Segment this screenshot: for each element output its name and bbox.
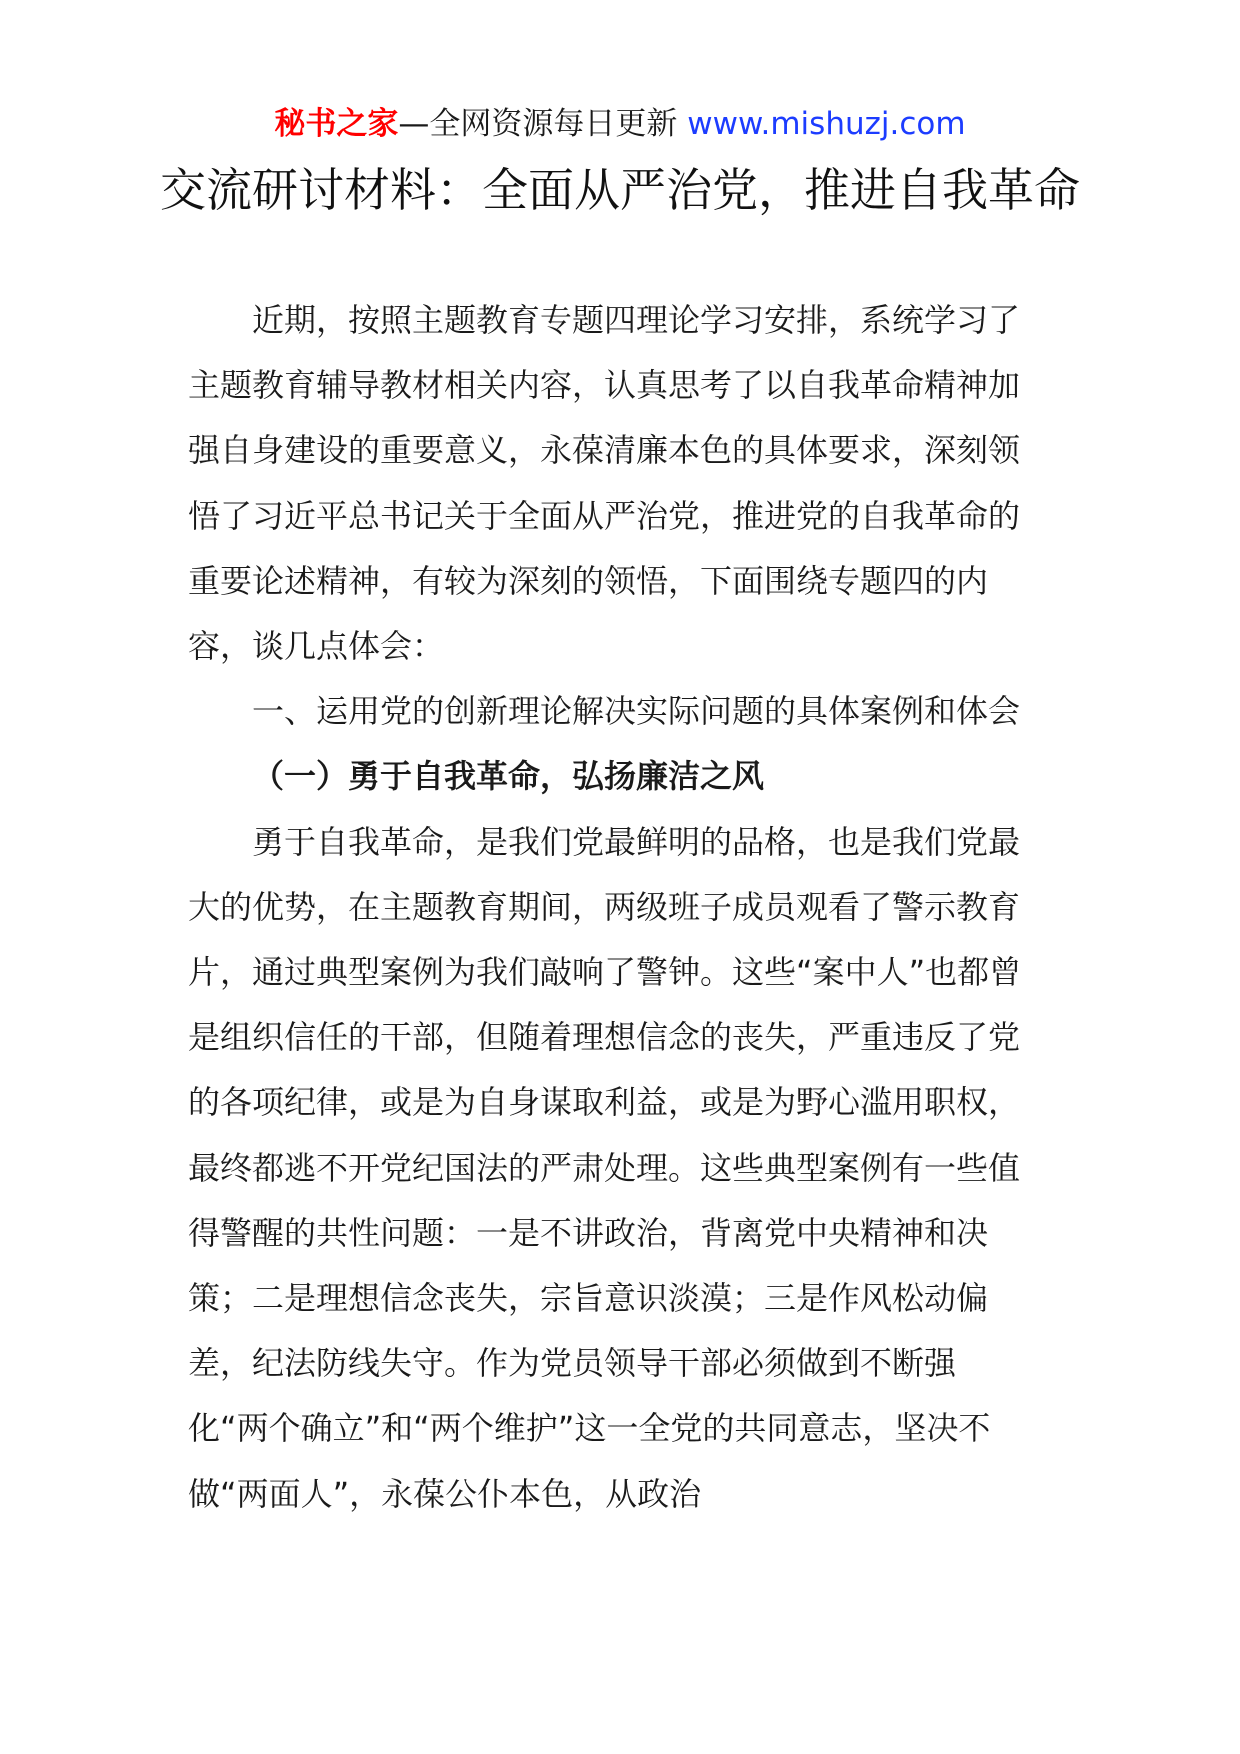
site-banner [0,104,1240,144]
intro-paragraph: 近期，按照主题教育专题四理论学习安排，系统学习了主题教育辅导教材相关内容，认真思考了以自我革命精神加强自身建设的重要意义，永葆清廉本色的具体要求，深刻领悟了习近平总书记关于全面从严治党，推进党的自我革命的重要论述精神，有较为深刻的领悟，下面围绕专题四的内容，谈几点体会： [188,301,1021,666]
banner-tagline: —全网资源每日更新 [398,106,688,142]
brand-name: 秘书之家 [274,106,399,142]
site-url-link[interactable]: www.mishuzj.com [687,106,966,142]
subsection-heading: （一）勇于自我革命，弘扬廉洁之风 [252,757,765,796]
document-body [188,288,1028,1527]
body-paragraph: 勇于自我革命，是我们党最鲜明的品格，也是我们党最大的优势，在主题教育期间，两级班子成员观看了警示教育片，通过典型案例为我们敲响了警钟。这些“案中人”也都曾是组织信任的干部，但随着理想信念的丧失，严重违反了党的各项纪律，或是为自身谋取利益，或是为野心滥用职权，最终都逃不开党纪国法的严肃处理。这些典型案例有一些值得警醒的共性问题：一是不讲政治，背离党中央精神和决策；二是理想信念丧失，宗旨意识淡漠；三是作风松动偏差，纪法防线失守。作为党员领导干部必须做到不断强化“两个确立”和“两个维护”这一全党的共同意志，坚决不做“两面人”，永葆公仆本色，从政治 [188,822,1022,1513]
section-heading: 一、运用党的创新理论解决实际问题的具体案例和体会 [252,692,1021,731]
document-title: 交流研讨材料：全面从严治党，推进自我革命 [160,163,1080,217]
